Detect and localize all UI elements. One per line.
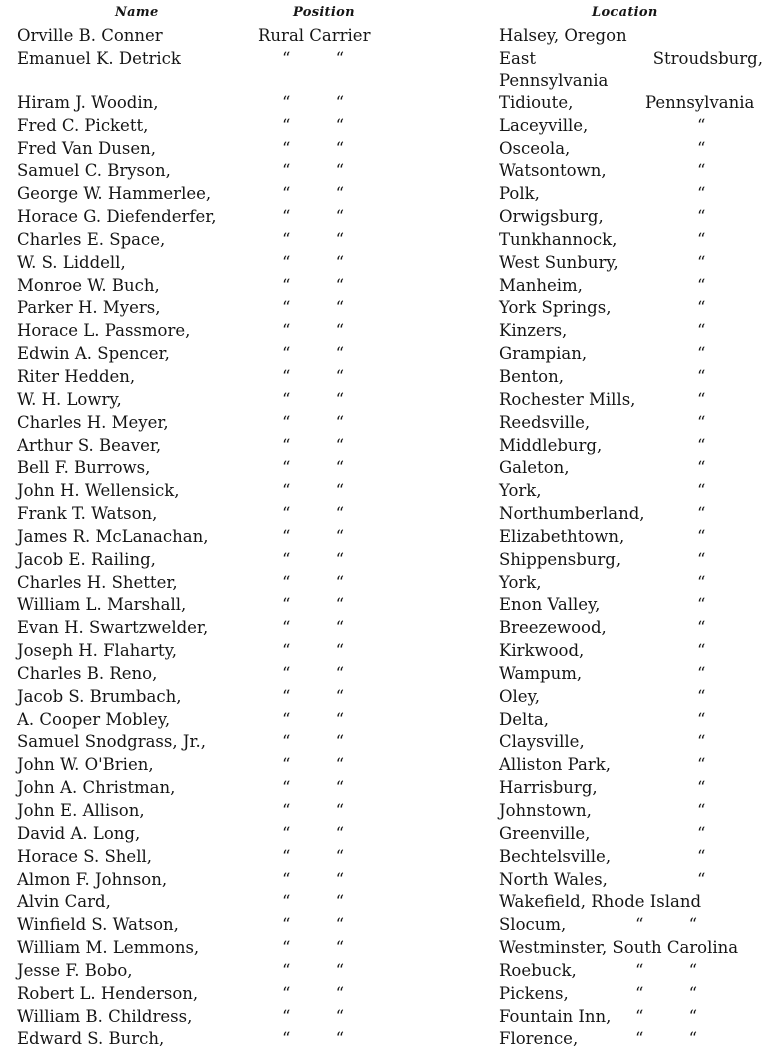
position: “ “	[282, 435, 345, 455]
state: “ “	[635, 915, 698, 935]
state: “	[697, 366, 706, 386]
state: “	[697, 641, 706, 661]
state: “	[697, 161, 706, 181]
position: “ “	[282, 48, 345, 68]
place: Fountain Inn,	[499, 1006, 612, 1026]
place: Manheim,	[499, 275, 583, 295]
state: “	[697, 184, 706, 204]
place: Bechtelsville,	[499, 846, 612, 866]
position: “ “	[282, 229, 345, 249]
person-name: Robert L. Henderson,	[17, 983, 199, 1003]
person-name: William L. Marshall,	[17, 595, 187, 615]
place: Kinzers,	[499, 321, 568, 341]
table-row	[0, 823, 776, 846]
place: Harrisburg,	[499, 778, 598, 798]
state: “	[697, 412, 706, 432]
state: “	[697, 846, 706, 866]
state: “	[697, 138, 706, 158]
person-name: Joseph H. Flaharty,	[17, 641, 178, 661]
person-name: William M. Lemmons,	[17, 938, 200, 958]
table-row	[0, 457, 776, 480]
table-row	[0, 366, 776, 389]
place: Reedsville,	[499, 412, 591, 432]
place: Grampian,	[499, 344, 588, 364]
position: “ “	[282, 641, 345, 661]
person-name: John W. O'Brien,	[17, 755, 154, 775]
table-row	[0, 252, 776, 275]
table-row	[0, 731, 776, 754]
table-row	[0, 709, 776, 732]
position: “ “	[282, 595, 345, 615]
place: Breezewood,	[499, 618, 607, 638]
place: Benton,	[499, 366, 564, 386]
table-row	[0, 754, 776, 777]
place: Greenville,	[499, 823, 591, 843]
position: “ “	[282, 663, 345, 683]
person-name: Jacob E. Railing,	[17, 549, 156, 569]
person-name: Hiram J. Woodin,	[17, 92, 159, 112]
place: Slocum,	[499, 915, 567, 935]
table-row	[0, 320, 776, 343]
table-row	[0, 275, 776, 298]
place: Wampum,	[499, 663, 583, 683]
place: Pickens,	[499, 983, 569, 1003]
place: Watsontown,	[499, 161, 607, 181]
place: West Sunbury,	[499, 252, 619, 272]
state: Pennsylvania	[645, 92, 755, 112]
position: “ “	[282, 732, 345, 752]
position: “ “	[282, 458, 345, 478]
table-row	[0, 160, 776, 183]
position: “ “	[282, 801, 345, 820]
place: Osceola,	[499, 138, 571, 158]
state: “	[697, 207, 706, 227]
person-name: Winfield S. Watson,	[17, 915, 179, 935]
place: Tidioute,	[499, 92, 574, 112]
header-name: Name	[115, 5, 159, 20]
place: Middleburg,	[499, 435, 603, 455]
position: “ “	[282, 572, 345, 592]
position: “ “	[282, 207, 345, 227]
state: “	[697, 732, 706, 752]
position: “ “	[282, 184, 345, 204]
position: “ “	[282, 389, 345, 409]
person-name: Arthur S. Beaver,	[17, 435, 162, 455]
person-name: Frank T. Watson,	[17, 504, 158, 524]
person-name: Fred Van Dusen,	[17, 138, 156, 158]
position: “ “	[282, 252, 345, 272]
place: North Wales,	[499, 869, 608, 889]
place: Shippensburg,	[499, 549, 622, 569]
position: “ “	[282, 892, 345, 912]
person-name: Bell F. Burrows,	[17, 458, 151, 478]
position: “ “	[282, 275, 345, 295]
table-row	[0, 206, 776, 229]
table-row	[0, 480, 776, 503]
header-position: Position	[293, 5, 355, 20]
state: “	[697, 823, 706, 843]
state: “	[697, 549, 706, 569]
state: “	[697, 458, 706, 478]
table-row	[0, 343, 776, 366]
person-name: Charles B. Reno,	[17, 663, 158, 683]
state: “	[697, 595, 706, 615]
person-name: George W. Hammerlee,	[17, 184, 212, 204]
table-row	[0, 686, 776, 709]
state: “	[697, 663, 706, 683]
table-row	[0, 640, 776, 663]
person-name: Evan H. Swartzwelder,	[17, 618, 209, 638]
state: “	[697, 115, 706, 135]
state: “	[697, 709, 706, 729]
place: Oley,	[499, 686, 540, 706]
state: “	[697, 504, 706, 524]
person-name: W. H. Lowry,	[17, 389, 122, 409]
position: “ “	[282, 709, 345, 729]
position: “ “	[282, 686, 345, 706]
state: “ “	[635, 1029, 698, 1049]
person-name: Samuel Snodgrass, Jr.,	[17, 732, 207, 752]
person-name: Alvin Card,	[17, 892, 111, 912]
position: “ “	[282, 321, 345, 341]
person-name: Almon F. Johnson,	[17, 869, 168, 889]
place: Elizabethtown,	[499, 526, 625, 546]
position: Rural Carrier	[258, 26, 371, 45]
table-row	[0, 183, 776, 206]
position: “ “	[282, 755, 345, 775]
table-row	[0, 914, 776, 937]
table-row	[0, 617, 776, 640]
person-name: Jesse F. Bobo,	[17, 960, 133, 980]
person-name: Horace G. Diefenderfer,	[17, 207, 217, 227]
table-row	[0, 1006, 776, 1029]
person-name: Riter Hedden,	[17, 366, 136, 386]
state: “	[697, 755, 706, 775]
table-row	[0, 983, 776, 1006]
place: Kirkwood,	[499, 641, 585, 661]
state: “	[697, 344, 706, 364]
person-name: Emanuel K. Detrick	[17, 48, 181, 68]
table-row	[0, 435, 776, 458]
state: “	[697, 801, 706, 820]
person-name: Monroe W. Buch,	[17, 275, 160, 295]
state: “ “	[635, 1006, 698, 1026]
state: “	[697, 572, 706, 592]
position: “ “	[282, 526, 345, 546]
person-name: Jacob S. Brumbach,	[17, 686, 182, 706]
state: “	[697, 389, 706, 409]
table-row	[0, 297, 776, 320]
person-name: Samuel C. Bryson,	[17, 161, 171, 181]
person-name: John H. Wellensick,	[17, 481, 180, 501]
table-row	[0, 960, 776, 983]
position: “ “	[282, 823, 345, 843]
state: “	[697, 435, 706, 455]
place: Tunkhannock,	[499, 229, 618, 249]
table-row	[0, 937, 776, 960]
state: “	[697, 869, 706, 889]
position: “ “	[282, 1006, 345, 1026]
table-row	[0, 138, 776, 161]
position: “ “	[282, 366, 345, 386]
position: “ “	[282, 504, 345, 524]
table-row	[0, 869, 776, 892]
roster-table	[0, 25, 776, 1051]
state: “ “	[635, 983, 698, 1003]
position: “ “	[282, 1029, 345, 1049]
place: York,	[499, 572, 542, 592]
table-row	[0, 891, 776, 914]
table-row	[0, 594, 776, 617]
state: “	[697, 321, 706, 341]
person-name: Edward S. Burch,	[17, 1029, 165, 1049]
person-name: Edwin A. Spencer,	[17, 344, 170, 364]
person-name: John E. Allison,	[17, 801, 145, 820]
position: “ “	[282, 938, 345, 958]
place: Northumberland,	[499, 504, 645, 524]
table-row	[0, 48, 776, 92]
table-row	[0, 846, 776, 869]
position: “ “	[282, 869, 345, 889]
state: “	[697, 229, 706, 249]
person-name: W. S. Liddell,	[17, 252, 126, 272]
position: “ “	[282, 481, 345, 501]
table-row	[0, 572, 776, 595]
place: Johnstown,	[499, 801, 592, 820]
position: “ “	[282, 412, 345, 432]
person-name: Horace L. Passmore,	[17, 321, 191, 341]
table-row	[0, 1028, 776, 1051]
table-row	[0, 229, 776, 252]
person-name: Fred C. Pickett,	[17, 115, 149, 135]
person-name: William B. Childress,	[17, 1006, 193, 1026]
person-name: Charles H. Shetter,	[17, 572, 178, 592]
place: Wakefield, Rhode Island	[499, 892, 702, 912]
position: “ “	[282, 960, 345, 980]
table-row	[0, 777, 776, 800]
person-name: James R. McLanachan,	[17, 526, 209, 546]
state: “ “	[635, 960, 698, 980]
state: “	[697, 526, 706, 546]
state: “	[697, 298, 706, 318]
position: “ “	[282, 846, 345, 866]
place: Halsey, Oregon	[499, 26, 627, 45]
table-row	[0, 503, 776, 526]
position: “ “	[282, 915, 345, 935]
state: “	[697, 481, 706, 501]
position: “ “	[282, 92, 345, 112]
place: Florence,	[499, 1029, 579, 1049]
state: “	[697, 618, 706, 638]
position: “ “	[282, 549, 345, 569]
person-name: Charles H. Meyer,	[17, 412, 169, 432]
state: “	[697, 275, 706, 295]
place: Alliston Park,	[499, 755, 611, 775]
person-name: John A. Christman,	[17, 778, 176, 798]
position: “ “	[282, 778, 345, 798]
table-row	[0, 663, 776, 686]
place: Polk,	[499, 184, 540, 204]
table-row	[0, 389, 776, 412]
place: Rochester Mills,	[499, 389, 636, 409]
place: Enon Valley,	[499, 595, 601, 615]
place: Westminster, South Carolina	[499, 938, 739, 958]
table-row	[0, 526, 776, 549]
position: “ “	[282, 344, 345, 364]
state: “	[697, 778, 706, 798]
table-row	[0, 412, 776, 435]
position: “ “	[282, 618, 345, 638]
place: York,	[499, 481, 542, 501]
person-name: Parker H. Myers,	[17, 298, 161, 318]
place: York Springs,	[499, 298, 612, 318]
position: “ “	[282, 115, 345, 135]
place: Galeton,	[499, 458, 570, 478]
place: Orwigsburg,	[499, 207, 604, 227]
state: “	[697, 252, 706, 272]
position: “ “	[282, 161, 345, 181]
place: Roebuck,	[499, 960, 577, 980]
state: “	[697, 686, 706, 706]
position: “ “	[282, 983, 345, 1003]
place: Delta,	[499, 709, 549, 729]
position: “ “	[282, 138, 345, 158]
table-row	[0, 800, 776, 823]
person-name: Charles E. Space,	[17, 229, 166, 249]
table-row	[0, 549, 776, 572]
position: “ “	[282, 298, 345, 318]
header-location: Location	[592, 5, 658, 20]
table-row	[0, 115, 776, 138]
person-name: David A. Long,	[17, 823, 141, 843]
table-row	[0, 92, 776, 115]
person-name: Orville B. Conner	[17, 26, 163, 45]
person-name: A. Cooper Mobley,	[17, 709, 171, 729]
place: Laceyville,	[499, 115, 589, 135]
place: Claysville,	[499, 732, 585, 752]
table-row	[0, 25, 776, 48]
person-name: Horace S. Shell,	[17, 846, 152, 866]
place: East Stroudsburg, Pennsylvania	[499, 48, 763, 90]
